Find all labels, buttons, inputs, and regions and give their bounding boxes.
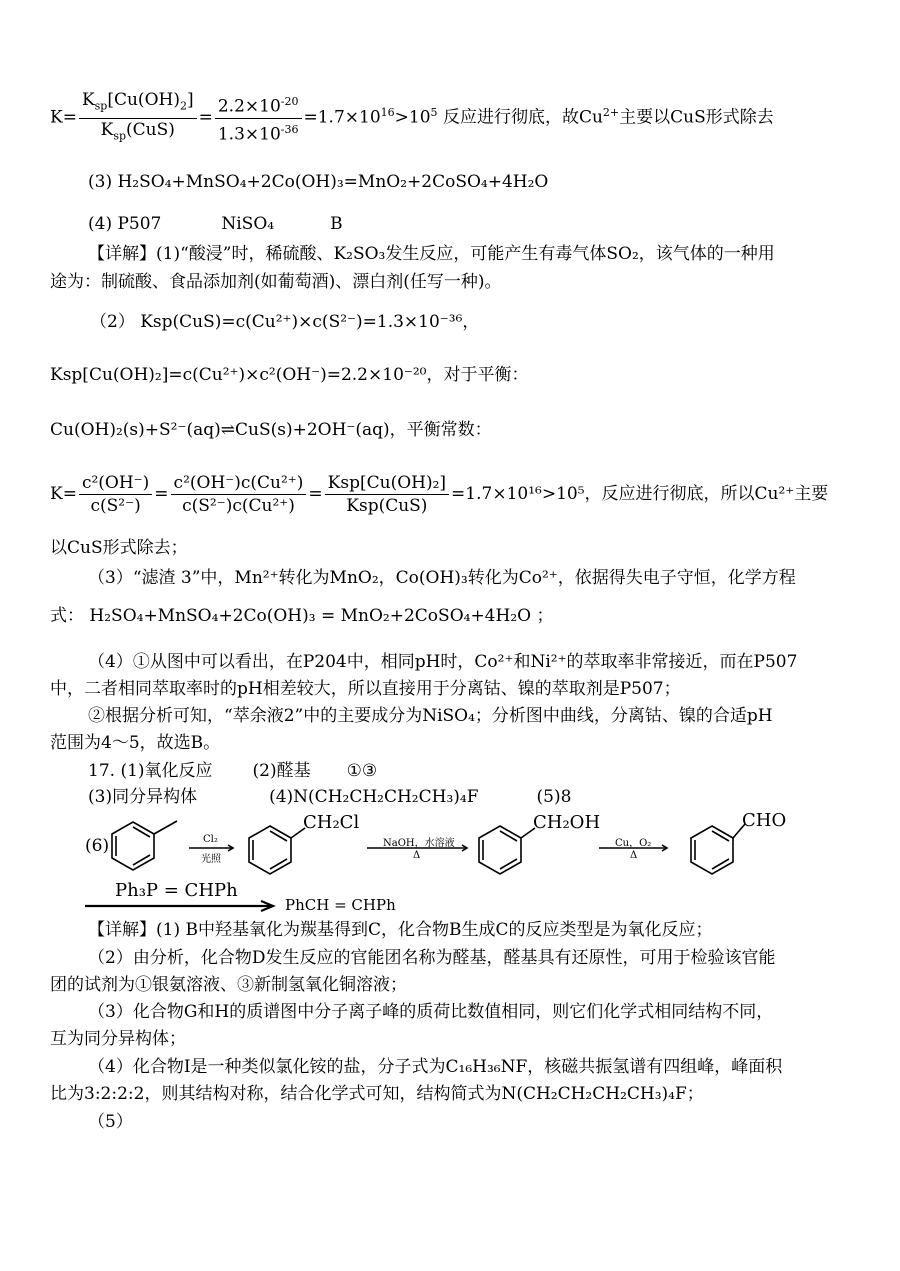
detail-17-line-3: 团的试剂为①银氨溶液、③新制氢氧化铜溶液； bbox=[50, 975, 407, 995]
detail-17-line-4: （3）化合物G和H的质谱图中分子离子峰的质荷比数值相同，则它们化学式相同结构不同， bbox=[88, 1002, 774, 1022]
benzyl-chloride-ring bbox=[249, 826, 291, 874]
reagent-4-top: Ph₃P = CHPh bbox=[115, 880, 238, 901]
equilibrium-constant-equation: K= $\frac{K_{sp}[Cu(OH)_2]}{K_{sp}(CuS)}$ = $\frac{2.2\times 10^{-20}}{1.3\times 10^{-36}}$ $=1.7\times 10^{16}>10^5$ 反应进行彻底，故$Cu^{2+}$主要以CuS形式除去 bbox=[50, 84, 774, 147]
benzaldehyde-ring bbox=[691, 826, 733, 874]
detail-4-line-2: 中，二者相同萃取率时的pH相差较大，所以直接用于分离钴、镍的萃取剂是P507； bbox=[50, 679, 681, 699]
product-4: PhCH = CHPh bbox=[285, 896, 396, 914]
ksp-ratio-fraction: $\frac{K_{sp}[Cu(OH)_2]}{K_{sp}(CuS)}$ bbox=[79, 89, 197, 147]
answer-3: (3) H₂SO₄+MnSO₄+2Co(OH)₃=MnO₂+2CoSO₄+4H₂O bbox=[88, 172, 549, 192]
detail-2-line-1: （2） Ksp(CuS)=c(Cu²⁺)×c(S²⁻)=1.3×10⁻³⁶， bbox=[90, 312, 480, 332]
scheme-drawing bbox=[85, 808, 805, 918]
q17-answers-line-2: (3)同分异构体 (4)N(CH₂CH₂CH₂CH₃)₄F (5)8 bbox=[88, 787, 572, 807]
detail-1-line-1: 【详解】(1)“酸浸”时，稀硫酸、K₂SO₃发生反应，可能产生有毒气体SO₂，该气体的一种用 bbox=[88, 244, 775, 264]
q17-answers-line-1: 17. (1)氧化反应 (2)醛基 ①③ bbox=[88, 761, 378, 781]
detail-17-line-5: 互为同分异构体； bbox=[50, 1029, 186, 1049]
detail-4-line-1: （4）①从图中可以看出，在P204中，相同pH时，Co²⁺和Ni²⁺的萃取率非常接近，而在P507 bbox=[88, 652, 798, 672]
product-3: CHO bbox=[742, 810, 787, 831]
reagent-3-top: Cu，O₂ bbox=[615, 838, 652, 849]
numeric-ratio-fraction: $\frac{2.2\times 10^{-20}}{1.3\times 10^{-36}}$ bbox=[215, 91, 302, 145]
reagent-1-bottom: 光照 bbox=[201, 854, 221, 865]
product-2: CH₂OH bbox=[533, 812, 601, 833]
reagent-2-top: NaOH，水溶液 bbox=[383, 838, 455, 849]
toluene-ring bbox=[112, 822, 154, 870]
detail-2-line-3: Cu(OH)₂(s)+S²⁻(aq)⇌CuS(s)+2OH⁻(aq)，平衡常数： bbox=[50, 420, 492, 440]
detail-4-line-4: 范围为4～5，故选B。 bbox=[50, 733, 221, 753]
k-label: K= bbox=[50, 107, 77, 128]
detail-2-line-2: Ksp[Cu(OH)₂]=c(Cu²⁺)×c²(OH⁻)=2.2×10⁻²⁰，对于平衡： bbox=[50, 365, 529, 385]
scheme-label: (6) bbox=[85, 836, 110, 856]
detail-17-line-2: （2）由分析，化合物D发生反应的官能团名称为醛基，醛基具有还原性，可用于检验该官能 bbox=[88, 948, 776, 968]
synthesis-scheme bbox=[85, 808, 805, 918]
detail-17-line-1: 【详解】(1) B中羟基氧化为羰基得到C，化合物B生成C的反应类型是为氧化反应； bbox=[88, 920, 713, 940]
detail-4-line-3: ②根据分析可知，“萃余液2”中的主要成分为NiSO₄；分析图中曲线，分离钴、镍的合适pH bbox=[88, 706, 773, 726]
reagent-3-bottom: Δ bbox=[630, 850, 638, 861]
detail-1-line-2: 途为：制硫酸、食品添加剂(如葡萄酒)、漂白剂(任写一种)。 bbox=[50, 272, 502, 292]
benzyl-alcohol-ring bbox=[479, 826, 521, 874]
detail-2-line-5: 以CuS形式除去； bbox=[50, 538, 188, 558]
reagent-1-top: Cl₂ bbox=[203, 834, 218, 845]
detail-17-line-6: （4）化合物I是一种类似氯化铵的盐，分子式为C₁₆H₃₆NF，核磁共振氢谱有四组峰，峰面积 bbox=[88, 1057, 783, 1077]
reagent-2-bottom: Δ bbox=[413, 850, 421, 861]
detail-17-line-8: （5） bbox=[88, 1112, 133, 1132]
detail-3-line-2: 式： H₂SO₄+MnSO₄+2Co(OH)₃ = MnO₂+2CoSO₄+4H₂O ； bbox=[50, 606, 554, 626]
detail-17-line-7: 比为3:2:2:2，则其结构对称，结合化学式可知，结构简式为N(CH₂CH₂CH₂CH₃)₄F； bbox=[50, 1084, 704, 1104]
product-1: CH₂Cl bbox=[303, 812, 360, 833]
detail-2-equilibrium-fractions: K= $\frac{\text{c²(OH⁻)}}{\text{c(S²⁻)}}$ = $\frac{\text{c²(OH⁻)c(Cu²⁺)}}{\text{c(S²⁻)c(Cu²⁺)}}$ = $\frac{\text{Ksp[Cu(OH)₂]}}{\text{Ksp(CuS)}}$ =1.7×10¹⁶>10⁵，反应进行彻底，所以Cu²⁺主要 bbox=[50, 473, 829, 516]
detail-3-line-1: （3）“滤渣 3”中，Mn²⁺转化为MnO₂，Co(OH)₃转化为Co²⁺，依据得失电子守恒，化学方程 bbox=[88, 568, 796, 588]
answer-4: (4) P507 NiSO₄ B bbox=[88, 214, 343, 234]
